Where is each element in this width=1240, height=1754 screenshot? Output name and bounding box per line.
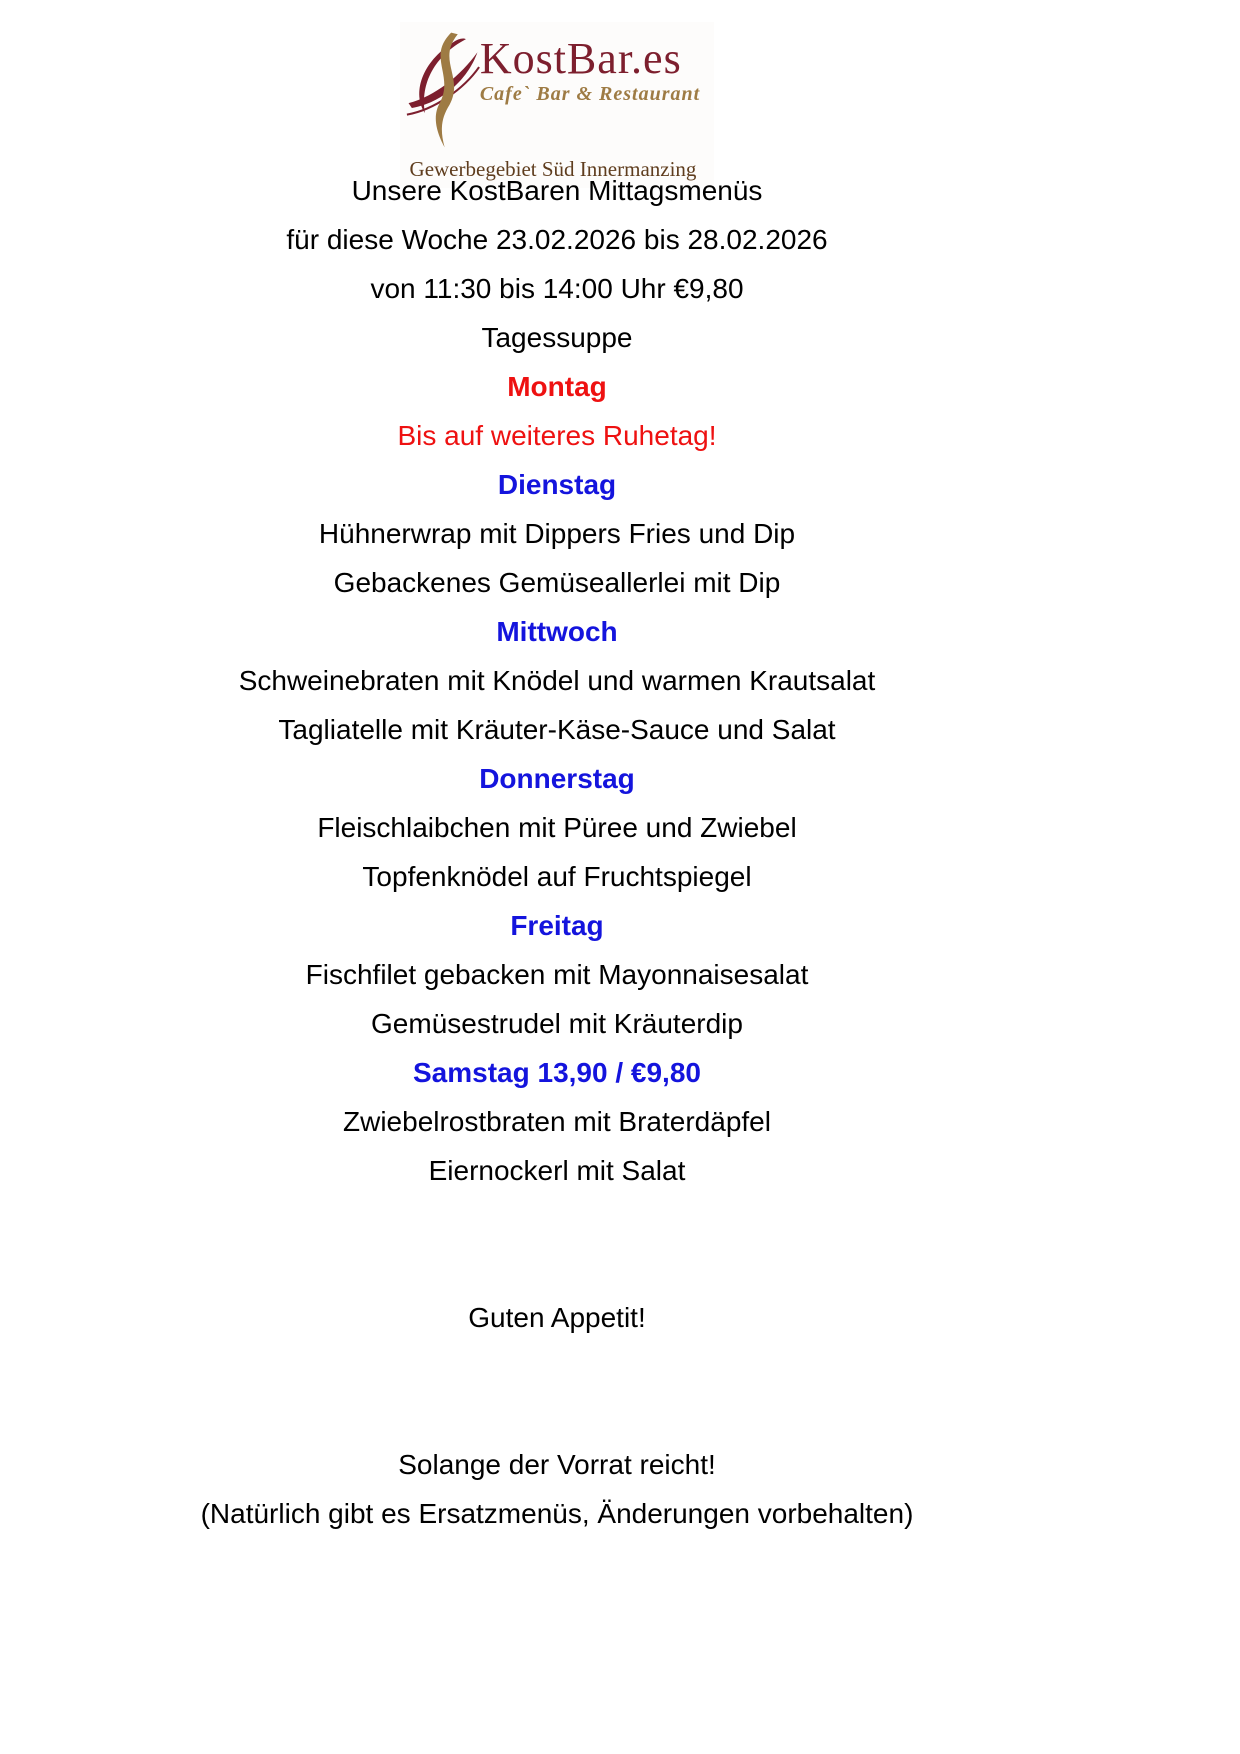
dish-freitag-1: Fischfilet gebacken mit Mayonnaisesalat: [305, 958, 809, 990]
day-header-donnerstag: Donnerstag: [479, 762, 635, 794]
logo-text-column: [480, 26, 704, 106]
spacer: [0, 1342, 1114, 1391]
dish-dienstag-2: Gebackenes Gemüseallerlei mit Dip: [333, 566, 781, 598]
logo-area: [0, 22, 1114, 188]
logo-address: Gewerbegebiet Süd Innermanzing: [409, 157, 697, 181]
dish-dienstag-1: Hühnerwrap mit Dippers Fries und Dip: [318, 517, 796, 549]
logo-title: KostBar.es: [479, 34, 682, 83]
menu-soup: Tagessuppe: [481, 321, 633, 353]
dish-samstag-2: Eiernockerl mit Salat: [428, 1154, 686, 1186]
spacer: [0, 1391, 1114, 1440]
menu-note-changes: (Natürlich gibt es Ersatzmenüs, Änderungen vorbehalten): [200, 1497, 914, 1529]
spacer: [0, 1195, 1114, 1244]
day-header-dienstag: Dienstag: [497, 468, 617, 500]
day-header-mittwoch: Mittwoch: [496, 615, 618, 647]
dish-mittwoch-1: Schweinebraten mit Knödel und warmen Krautsalat: [238, 664, 876, 696]
spacer: [0, 1244, 1114, 1293]
menu-week-range: für diese Woche 23.02.2026 bis 28.02.2026: [286, 223, 828, 255]
day-header-montag: Montag: [507, 370, 607, 402]
dish-donnerstag-1: Fleischlaibchen mit Püree und Zwiebel: [317, 811, 797, 843]
restaurant-logo: [400, 22, 714, 188]
menu-time-price: von 11:30 bis 14:00 Uhr €9,80: [370, 272, 744, 304]
menu-content: [0, 166, 1114, 1538]
day-header-samstag: Samstag 13,90 / €9,80: [413, 1056, 701, 1088]
menu-title: Unsere KostBaren Mittagsmenüs: [351, 174, 763, 206]
menu-closing: Guten Appetit!: [468, 1301, 646, 1333]
menu-note-stock: Solange der Vorrat reicht!: [398, 1448, 716, 1480]
logo-swoosh-icon: [402, 26, 484, 154]
logo-row: [402, 26, 704, 154]
dish-samstag-1: Zwiebelrostbraten mit Braterdäpfel: [343, 1105, 771, 1137]
dish-mittwoch-2: Tagliatelle mit Kräuter-Käse-Sauce und Salat: [278, 713, 836, 745]
dish-montag-1: Bis auf weiteres Ruhetag!: [397, 419, 717, 451]
day-header-freitag: Freitag: [510, 909, 604, 941]
logo-subtitle: Cafe` Bar & Restaurant: [479, 83, 701, 105]
dish-donnerstag-2: Topfenknödel auf Fruchtspiegel: [362, 860, 752, 892]
dish-freitag-2: Gemüsestrudel mit Kräuterdip: [371, 1007, 743, 1039]
